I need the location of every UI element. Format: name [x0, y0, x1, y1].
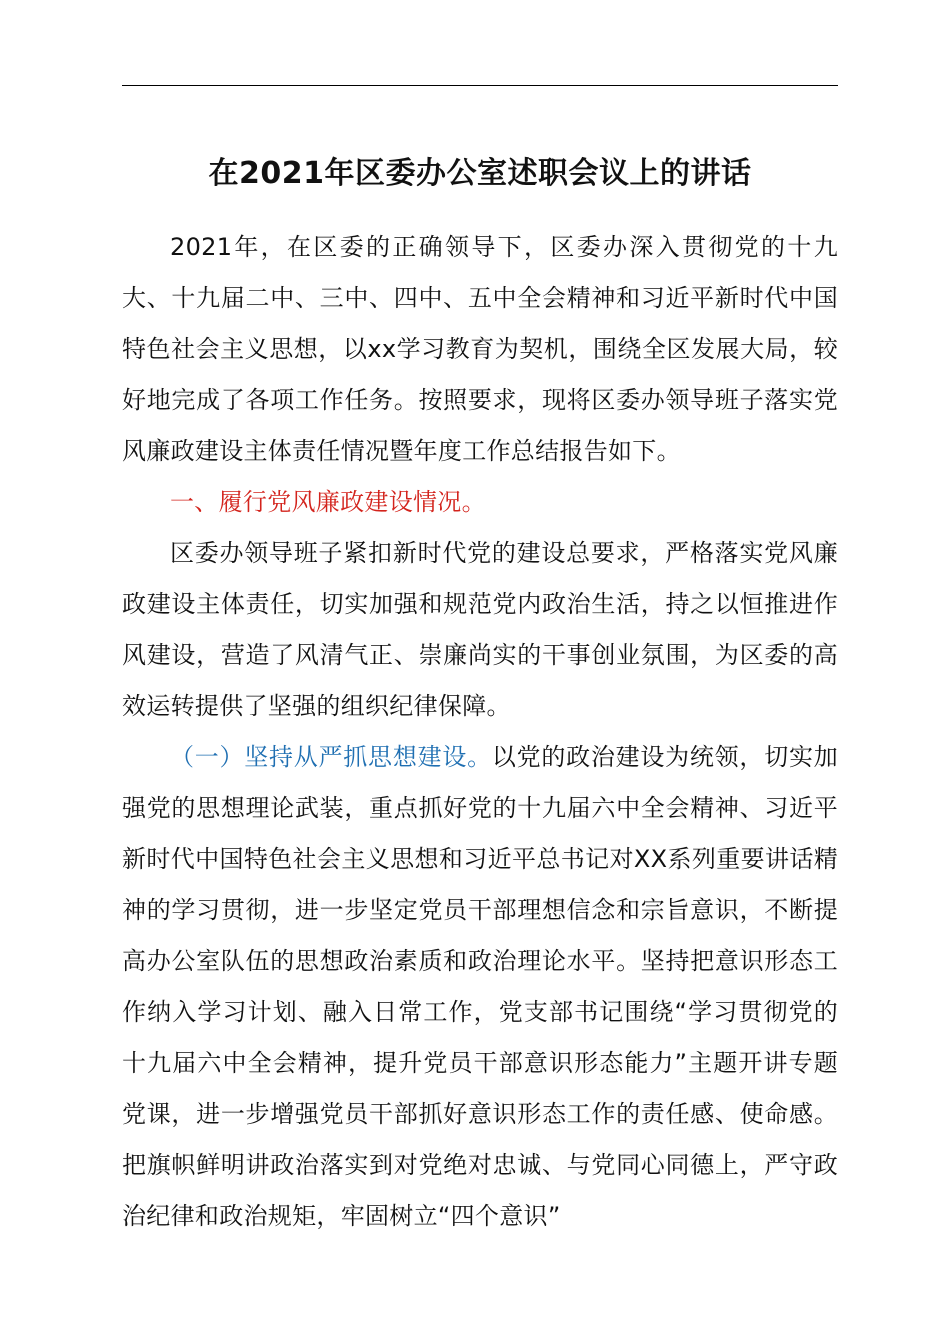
intro-paragraph	[122, 222, 838, 477]
section-1-paragraph	[122, 528, 838, 732]
section-heading-1-text: 一、履行党风廉政建设情况。	[170, 488, 486, 516]
intro-paragraph-text: 2021年，在区委的正确领导下，区委办深入贯彻党的十九大、十九届二中、三中、四中、五中全会精神和习近平新时代中国特色社会主义思想，以xx学习教育为契机，围绕全区发展大局，较好地完成了各项工作任务。按照要求，现将区委办领导班子落实党风廉政建设主体责任情况暨年度工作总结报告如下。	[122, 233, 838, 465]
document-title: 在2021年区委办公室述职会议上的讲话	[208, 156, 752, 191]
section-1-paragraph-text: 区委办领导班子紧扣新时代党的建设总要求，严格落实党风廉政建设主体责任，切实加强和规范党内政治生活，持之以恒推进作风建设，营造了风清气正、崇廉尚实的干事创业氛围，为区委的高效运转提供了坚强的组织纪律保障。	[122, 539, 838, 720]
document-body	[122, 222, 838, 1242]
subsection-heading-1: （一）坚持从严抓思想建设。	[170, 743, 492, 771]
section-heading-1	[122, 477, 838, 528]
subsection-1-paragraph	[122, 732, 838, 1242]
header-rule	[122, 85, 838, 86]
subsection-1-text: 以党的政治建设为统领，切实加强党的思想理论武装，重点抓好党的十九届六中全会精神、习近平新时代中国特色社会主义思想和习近平总书记对XX系列重要讲话精神的学习贯彻，进一步坚定党员干部理想信念和宗旨意识，不断提高办公室队伍的思想政治素质和政治理论水平。坚持把意识形态工作纳入学习计划、融入日常工作，党支部书记围绕“学习贯彻党的十九届六中全会精神，提升党员干部意识形态能力”主题开讲专题党课，进一步增强党员干部抓好意识形态工作的责任感、使命感。把旗帜鲜明讲政治落实到对党绝对忠诚、与党同心同德上，严守政治纪律和政治规矩，牢固树立“四个意识”	[122, 743, 839, 1230]
